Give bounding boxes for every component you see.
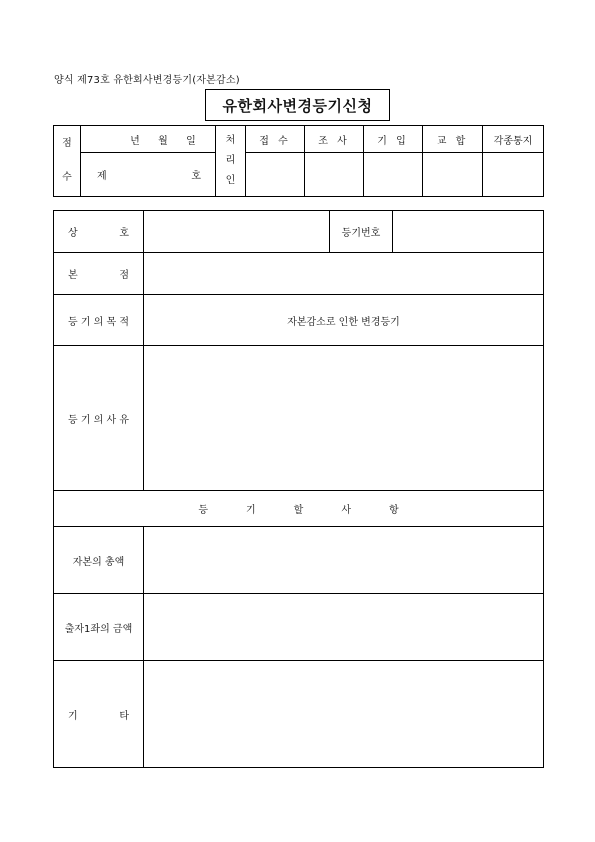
head-office-field[interactable]	[144, 253, 544, 295]
matters-char-2: 기	[245, 505, 256, 516]
application-table	[53, 210, 544, 768]
notices-stamp-cell[interactable]	[483, 153, 544, 197]
other-char-1: 기	[68, 710, 78, 722]
entry-stamp-cell[interactable]	[364, 153, 423, 197]
matters-header	[54, 491, 544, 527]
head-office-label	[54, 253, 144, 295]
processor-char-2: 리	[225, 155, 236, 166]
col-header-entry: 기 입	[364, 126, 423, 153]
capital-total-field[interactable]	[144, 527, 544, 594]
date-day-label: 일	[186, 135, 196, 147]
col-header-collation: 교 합	[423, 126, 483, 153]
matters-char-1: 등	[198, 505, 208, 516]
head-office-char-1: 본	[68, 270, 78, 281]
unit-amount-field[interactable]	[144, 594, 544, 661]
purpose-value: 자본감소로 인한 변경등기	[144, 295, 544, 346]
col-header-receipt: 접 수	[246, 126, 305, 153]
processor-char-3: 인	[225, 175, 236, 186]
purpose-label: 등 기 의 목 적	[54, 295, 144, 346]
number-ho-label: 호	[191, 171, 201, 182]
registration-number-label: 등기번호	[330, 211, 393, 253]
form-number-label: 양식 제73호 유한회사변경등기(자본감소)	[54, 75, 240, 86]
number-je-label: 제	[97, 171, 107, 182]
date-month-label: 월	[158, 135, 168, 147]
trade-name-field[interactable]	[144, 211, 330, 253]
reception-table	[53, 125, 544, 197]
reception-char-jeop: 점	[62, 138, 72, 149]
processor-char-1: 처	[225, 135, 236, 146]
col-header-inspection: 조 사	[305, 126, 364, 153]
matters-char-3: 할	[293, 505, 304, 516]
reception-number-cell[interactable]	[81, 153, 216, 197]
date-year-label: 년	[130, 135, 140, 147]
reason-field[interactable]	[144, 346, 544, 491]
reception-char-su: 수	[62, 172, 72, 183]
other-label	[54, 661, 144, 768]
matters-char-5: 항	[389, 505, 399, 516]
reason-label: 등 기 의 사 유	[54, 346, 144, 491]
trade-name-char-1: 상	[68, 228, 78, 239]
inspection-stamp-cell[interactable]	[305, 153, 364, 197]
page-title: 유한회사변경등기신청	[205, 89, 390, 121]
other-char-2: 타	[119, 710, 129, 722]
col-header-notices: 각종통지	[483, 126, 544, 153]
trade-name-label	[54, 211, 144, 253]
reception-date-cell[interactable]	[81, 126, 216, 153]
reception-label-cell	[54, 126, 81, 197]
capital-total-label: 자본의 총액	[54, 527, 144, 594]
unit-amount-label: 출자1좌의 금액	[54, 594, 144, 661]
other-field[interactable]	[144, 661, 544, 768]
registration-number-field[interactable]	[393, 211, 544, 253]
processor-label-cell	[216, 126, 246, 197]
trade-name-char-2: 호	[119, 228, 129, 239]
matters-char-4: 사	[341, 505, 351, 516]
receipt-stamp-cell[interactable]	[246, 153, 305, 197]
collation-stamp-cell[interactable]	[423, 153, 483, 197]
head-office-char-2: 점	[119, 270, 129, 281]
